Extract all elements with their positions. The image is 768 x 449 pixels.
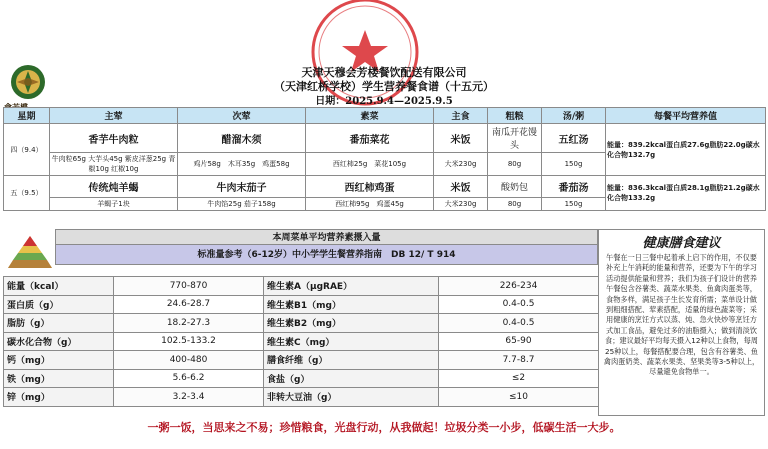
- header-main-meat: 主荤: [50, 108, 178, 124]
- main-ingredients: 牛肉粒65g 大芋头45g 紫皮洋葱25g 青椒10g 红椒10g: [50, 153, 178, 176]
- veg-ingredients: 西红柿25g 菜花105g: [306, 153, 434, 176]
- nutrient-row: [4, 369, 599, 388]
- coarse-ingredients: 80g: [488, 153, 542, 176]
- healthy-diet-advice: [598, 229, 765, 416]
- nutrition-summary: 能量：836.3kcal蛋白质28.1g脂肪21.2g碳水化合物133.2g: [606, 176, 766, 211]
- main-ingredients: 羊蝎子1块: [50, 198, 178, 211]
- second-dish: 醋溜木须: [178, 124, 306, 153]
- soup-ingredients: 150g: [542, 153, 606, 176]
- header-weekday: 星期: [4, 108, 50, 124]
- header-second-meat: 次荤: [178, 108, 306, 124]
- nutrient-name: 维生素B2（mg）: [264, 314, 439, 333]
- weekly-menu-table: [3, 107, 766, 211]
- nutrient-name: 维生素A（μgRAE）: [264, 277, 439, 296]
- menu-row-thursday-dishes: [4, 124, 766, 153]
- nutrient-row: [4, 351, 599, 370]
- footer-slogan: 一粥一饭，当思来之不易；珍惜粮食，光盘行动，从我做起！垃圾分类一小步，低碳生活一大步。: [147, 421, 621, 434]
- nutrient-name: 铁（mg）: [4, 369, 114, 388]
- nutrient-value: 7.7-8.7: [439, 351, 599, 370]
- nutrient-name: 锌（mg）: [4, 388, 114, 407]
- nutrient-name: 能量（kcal）: [4, 277, 114, 296]
- nutrient-row: [4, 295, 599, 314]
- soup-dish: 番茄汤: [542, 176, 606, 198]
- nutrient-name: 膳食纤维（g）: [264, 351, 439, 370]
- nutrient-value: 102.5-133.2: [114, 332, 264, 351]
- menu-title: （天津红桥学校）学生营养餐食谱（十五元）: [274, 80, 494, 93]
- nutrition-summary: 能量：839.2kcal蛋白质27.6g脂肪22.0g碳水化合物132.7g: [606, 124, 766, 176]
- veg-ingredients: 西红柿95g 鸡蛋45g: [306, 198, 434, 211]
- coarse-dish: 酸奶包: [488, 176, 542, 198]
- nutrient-name: 食盐（g）: [264, 369, 439, 388]
- nutrient-value: 3.2-3.4: [114, 388, 264, 407]
- veg-dish: 番茄菜花: [306, 124, 434, 153]
- food-pyramid-icon: [7, 235, 53, 269]
- nutrient-value: 0.4-0.5: [439, 314, 599, 333]
- nutrient-name: 维生素B1（mg）: [264, 295, 439, 314]
- header-vegetable: 素菜: [306, 108, 434, 124]
- nutrient-name: 蛋白质（g）: [4, 295, 114, 314]
- staple-dish: 米饭: [434, 176, 488, 198]
- nutrient-name: 维生素C（mg）: [264, 332, 439, 351]
- second-dish: 牛肉末茄子: [178, 176, 306, 198]
- main-dish: 香芋牛肉粒: [50, 124, 178, 153]
- coarse-ingredients: 80g: [488, 198, 542, 211]
- nutrient-name: 钙（mg）: [4, 351, 114, 370]
- nutrient-value: 5.6-6.2: [114, 369, 264, 388]
- nutrient-value: 24.6-28.7: [114, 295, 264, 314]
- header-soup: 汤/粥: [542, 108, 606, 124]
- nutrient-value: 18.2-27.3: [114, 314, 264, 333]
- nutrient-row: [4, 388, 599, 407]
- advice-title: 健康膳食建议: [642, 236, 721, 251]
- nutrient-name: 非转大豆油（g）: [264, 388, 439, 407]
- day-label: 四（9.4）: [4, 124, 50, 176]
- nutrient-value: 0.4-0.5: [439, 295, 599, 314]
- nutrient-name: 脂肪（g）: [4, 314, 114, 333]
- staple-ingredients: 大米230g: [434, 198, 488, 211]
- staple-dish: 米饭: [434, 124, 488, 153]
- soup-ingredients: 150g: [542, 198, 606, 211]
- header-staple: 主食: [434, 108, 488, 124]
- advice-body: 午餐在一日三餐中起着承上启下的作用，不仅要补充上午消耗的能量和营养，还要为下午的学习活动提供能量和营养；我们为孩子们设计的营养午餐包含谷薯类、蔬菜水果类、鱼禽肉蛋类等，食物多样，满足孩子生长发育所需；菜单设计做到粗细搭配、荤素搭配，适量的绿色蔬菜等；采用健康的烹饪方式以蒸、炖、急火快炒等烹饪方式加工食品，避免过多的油脂摄入；做到清淡饮食；建议最好平均每天摄入12种以上食物，每周25种以上，每餐搭配要合理，包含有谷薯类、鱼禽肉蛋奶类、蔬菜水果类、坚果类等3-5种以上，尽量避免食物单一。: [603, 253, 760, 377]
- nutrient-value: 65-90: [439, 332, 599, 351]
- nutrient-standards-table: [3, 276, 599, 407]
- company-name: 天津天穆会芳楼餐饮配送有限公司: [301, 66, 467, 79]
- header-nutrition: 每餐平均营养值: [606, 108, 766, 124]
- header-coarse-grain: 粗粮: [488, 108, 542, 124]
- veg-dish: 西红柿鸡蛋: [306, 176, 434, 198]
- nutrient-value: ≤10: [439, 388, 599, 407]
- day-label: 五（9.5）: [4, 176, 50, 211]
- main-dish: 传统炖羊蝎: [50, 176, 178, 198]
- menu-row-friday-dishes: [4, 176, 766, 198]
- nutrient-value: 226-234: [439, 277, 599, 296]
- second-ingredients: 鸡片58g 木耳35g 鸡蛋58g: [178, 153, 306, 176]
- nutrient-row: [4, 332, 599, 351]
- nutrition-reference-header: [3, 229, 598, 265]
- nutrient-row: [4, 277, 599, 296]
- nutrient-name: 碳水化合物（g）: [4, 332, 114, 351]
- nutrient-value: 770-870: [114, 277, 264, 296]
- weekly-average-title: 本周菜单平均营养素摄入量: [55, 229, 598, 245]
- second-ingredients: 牛肉馅25g 茄子158g: [178, 198, 306, 211]
- menu-header-row: [4, 108, 766, 124]
- staple-ingredients: 大米230g: [434, 153, 488, 176]
- standard-reference: 标准量参考（6-12岁）中小学学生餐营养指南 DB 12/ T 914: [55, 245, 598, 265]
- page-header: [0, 0, 768, 108]
- coarse-dish: 南瓜开花馒头: [488, 124, 542, 153]
- nutrient-row: [4, 314, 599, 333]
- soup-dish: 五红汤: [542, 124, 606, 153]
- nutrient-value: 400-480: [114, 351, 264, 370]
- nutrient-value: ≤2: [439, 369, 599, 388]
- menu-date: 日期：2025.9.4—2025.9.5: [315, 96, 453, 107]
